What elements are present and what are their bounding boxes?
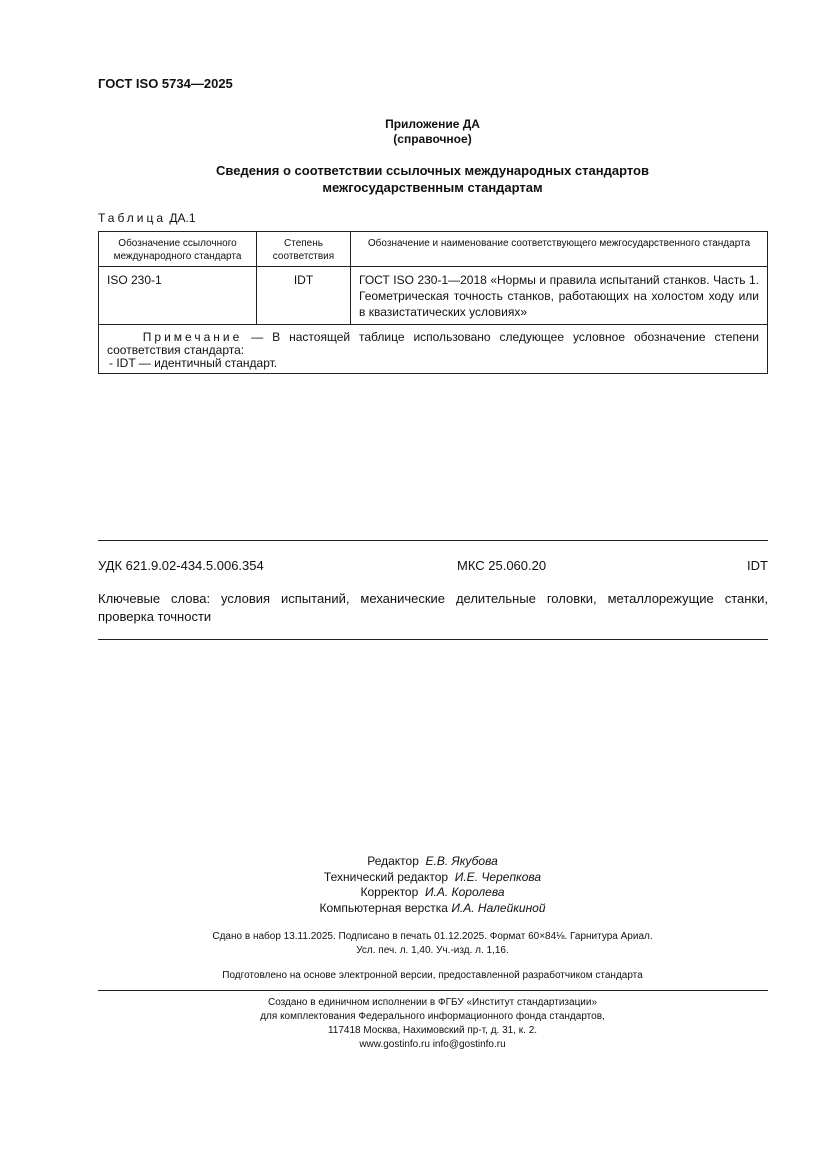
column-header-degree: Степень соответствия (257, 232, 351, 267)
proofreader-role: Корректор (360, 885, 419, 899)
table-note (99, 325, 768, 374)
note-text: — В настоящей таблице использовано следующее условное обозначение степени соответствия стандарта: (107, 330, 759, 357)
cell-ref: ISO 230-1 (99, 267, 257, 325)
divider (98, 639, 768, 640)
publisher-contacts: www.gostinfo.ru info@gostinfo.ru (359, 1039, 506, 1050)
table-row (99, 267, 768, 325)
heading-line-2: межгосударственным стандартам (322, 180, 543, 195)
prepared-note: Подготовлено на основе электронной версии, предоставленной разработчиком стандарта (222, 970, 643, 981)
appendix-heading (98, 162, 767, 196)
publisher-block (98, 996, 767, 1052)
appendix-title-block (98, 117, 767, 147)
print-info-line-2: Усл. печ. л. 1,40. Уч.-изд. л. 1,16. (356, 945, 509, 956)
editor-role: Редактор (367, 854, 419, 868)
divider (98, 540, 768, 541)
print-info (98, 930, 767, 958)
column-header-ref: Обозначение ссылочного международного стандарта (99, 232, 257, 267)
divider (98, 990, 768, 991)
proofreader-name: И.А. Королева (424, 885, 505, 899)
appendix-title: Приложение ДА (385, 117, 480, 131)
table-note-row (99, 325, 768, 374)
publisher-line-1: Создано в единичном исполнении в ФГБУ «Институт стандартизации» (267, 997, 598, 1008)
cell-degree: IDT (257, 267, 351, 325)
degree-code: IDT (747, 558, 768, 573)
publisher-line-3: 117418 Москва, Нахимовский пр-т, д. 31, к. 2. (327, 1025, 538, 1036)
staff-block (98, 854, 767, 916)
cell-name: ГОСТ ISO 230-1—2018 «Нормы и правила испытаний станков. Часть 1. Геометрическая точность станков, работающих на холостом ходу или в квазистатических условиях» (351, 267, 768, 325)
udk-code: УДК 621.9.02-434.5.006.354 (98, 558, 264, 573)
heading-line-1: Сведения о соответствии ссылочных международных стандартов (216, 163, 649, 178)
print-info-line-1: Сдано в набор 13.11.2025. Подписано в печать 01.12.2025. Формат 60×84⅛. Гарнитура Ариал. (212, 931, 653, 942)
mks-code: МКС 25.060.20 (457, 558, 547, 573)
note-word: Примечание (142, 330, 243, 344)
document-header: ГОСТ ISO 5734—2025 (98, 76, 233, 91)
table-header-row (99, 232, 768, 267)
keywords: Ключевые слова: условия испытаний, механические делительные головки, металлорежущие станки, проверка точности (98, 591, 768, 624)
column-header-name: Обозначение и наименование соответствующего межгосударственного стандарта (351, 232, 768, 267)
editor-name: Е.В. Якубова (425, 854, 498, 868)
appendix-subtitle: (справочное) (393, 132, 472, 146)
tech-editor-role: Технический редактор (323, 869, 449, 884)
publisher-line-2: для комплектования Федерального информационного фонда стандартов, (260, 1011, 605, 1022)
layout-name: И.А. Налейкиной (451, 900, 546, 915)
table-caption-word: Таблица (98, 211, 167, 225)
table-caption-number: ДА.1 (169, 211, 196, 225)
tech-editor-name: И.Е. Черепкова (454, 869, 542, 884)
note-item: - IDT — идентичный стандарт. (109, 356, 278, 370)
correspondence-table (98, 231, 768, 374)
table-caption (98, 211, 196, 225)
layout-role: Компьютерная верстка (319, 900, 448, 915)
